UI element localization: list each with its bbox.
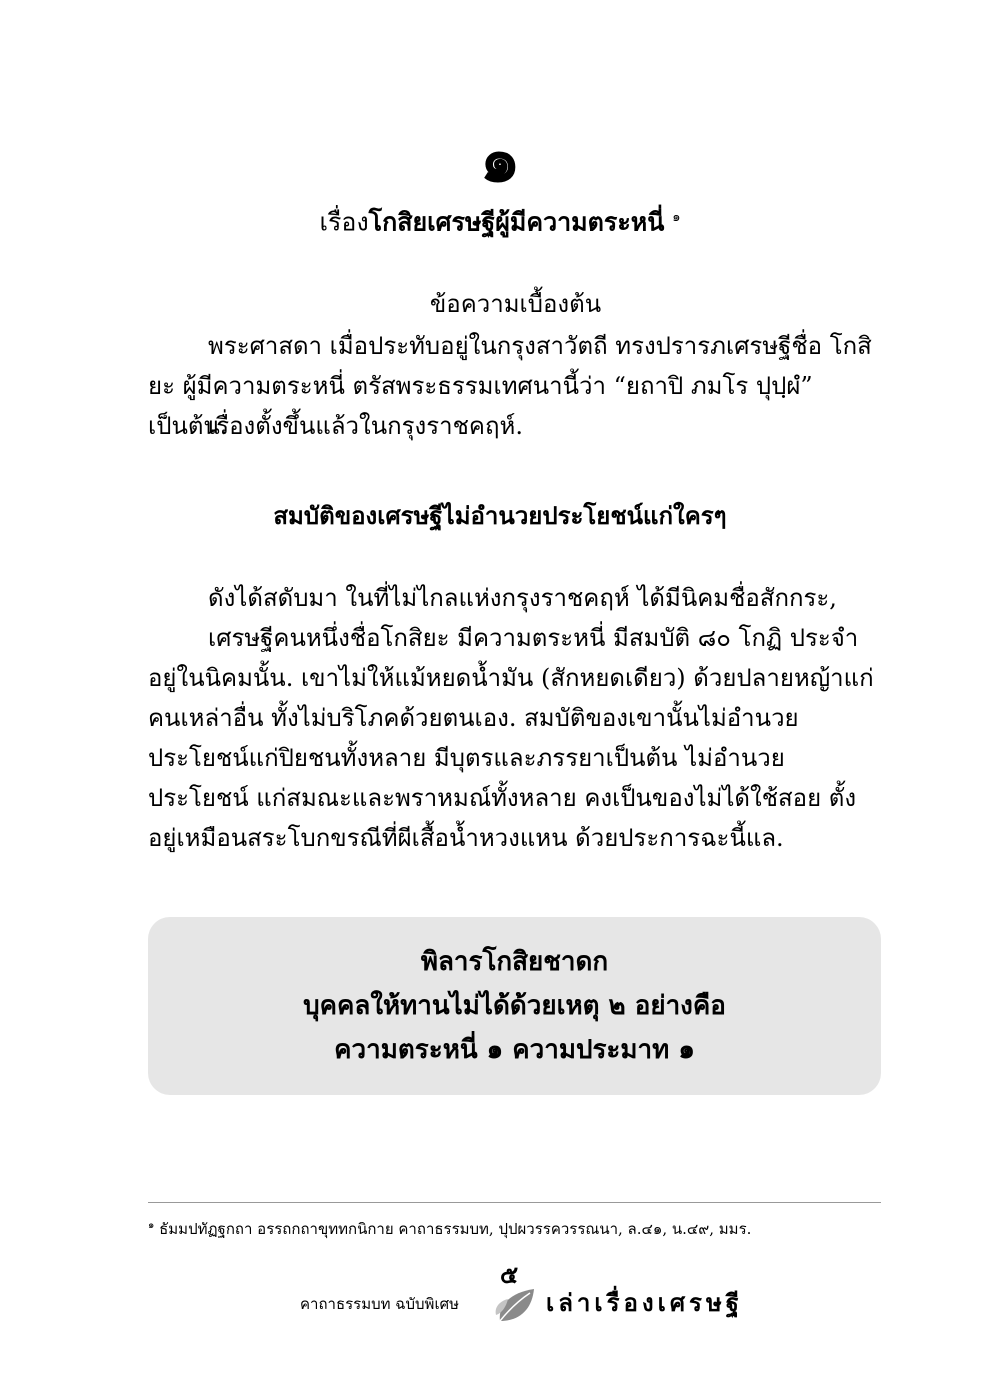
page-number: ๕ [500, 1260, 519, 1289]
footnote-text: ธัมมปทัฏฐกถา อรรถกถาขุททกนิกาย คาถาธรรมบท, ปุปผวรรควรรณนา, ล.๔๑, น.๔๙, มมร. [159, 1220, 752, 1238]
footnote-divider [148, 1202, 881, 1203]
summary-box [148, 917, 881, 1095]
chapter-number: ๑ [479, 122, 521, 197]
summary-line-3: ความตระหนี่ ๑ ความประมาท ๑ [334, 1035, 695, 1065]
body-paragraph-1: ดังได้สดับมา ในที่ไม่ไกลแห่งกรุงราชคฤห์ ได้มีนิคมชื่อสักกระ, [208, 584, 837, 612]
story-title [0, 198, 1000, 242]
footnote [148, 1213, 908, 1242]
leaf-icon [494, 1285, 538, 1325]
intro-paragraph: พระศาสดา เมื่อประทับอยู่ในกรุงสาวัตถี ทรงปรารภเศรษฐีชื่อ โกสิยะ ผู้มีความตระหนี่ ตรัสพระธรรมเทศนานี้ว่า “ยถาปิ ภมโร ปุปฺผํ” เป็นต้น. [148, 332, 872, 440]
summary-line-2: บุคคลให้ทานไม่ได้ด้วยเหตุ ๒ อย่างคือ [303, 991, 726, 1021]
story-title-prefix: เรื่อง [319, 207, 369, 237]
body-paragraph-2: เศรษฐีคนหนึ่งชื่อโกสิยะ มีความตระหนี่ มีสมบัติ ๘๐ โกฏิ ประจำอยู่ในนิคมนั้น. เขาไม่ให้แม้หยดน้ำมัน (สักหยดเดียว) ด้วยปลายหญ้าแก่คนเหล่าอื่น ทั้งไม่บริโภคด้วยตนเอง. สมบัติของเขานั้นไม่อำนวยประโยชน์แก่ปิยชนทั้งหลาย มีบุตรและภรรยาเป็นต้น ไม่อำนวยประโยชน์ แก่สมณะและพราหมณ์ทั้งหลาย คงเป็นของไม่ได้ใช้สอย ตั้งอยู่เหมือนสระโบกขรณีที่ผีเสื้อน้ำหวงแหน ด้วยประการฉะนี้แล. [148, 624, 874, 852]
summary-title: พิลารโกสิยชาดก [420, 947, 609, 977]
intro-origin: เรื่องตั้งขึ้นแล้วในกรุงราชคฤห์. [208, 412, 523, 440]
footnote-reference[interactable]: ๑ [672, 210, 681, 225]
footer-series-title: เล่าเรื่องเศรษฐี [546, 1288, 744, 1317]
footer-book-title: คาถาธรรมบท ฉบับพิเศษ [300, 1295, 459, 1313]
intro-heading: ข้อความเบื้องต้น [429, 290, 602, 318]
story-title-main: โกสิยเศรษฐีผู้มีความตระหนี่ [368, 207, 665, 237]
section-heading: สมบัติของเศรษฐีไม่อำนวยประโยชน์แก่ใครๆ [273, 501, 727, 530]
footnote-mark: ๑ [148, 1220, 155, 1231]
story-body [148, 578, 883, 858]
